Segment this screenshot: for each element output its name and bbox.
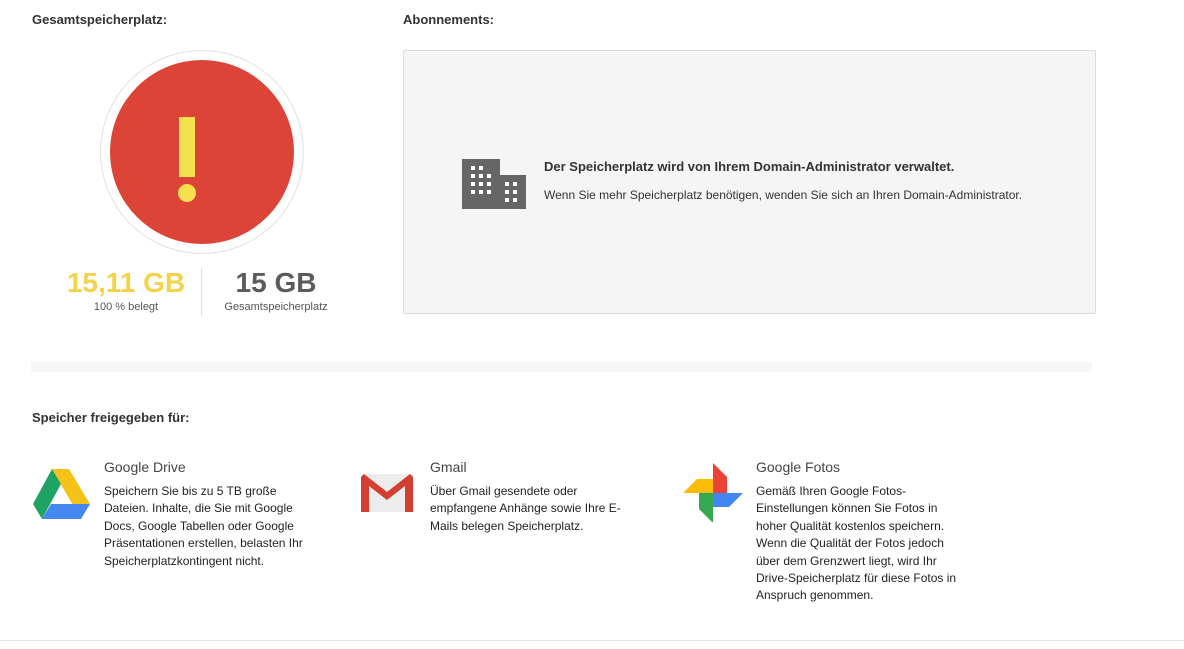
used-storage xyxy=(50,266,202,314)
total-storage xyxy=(202,266,350,314)
total-storage-caption: Gesamtspeicherplatz xyxy=(224,301,328,313)
used-storage-value: 15,11 GB xyxy=(66,267,186,298)
product-name-google-photos: Google Fotos xyxy=(756,459,841,475)
building-icon xyxy=(462,157,526,209)
section-separator xyxy=(31,362,1092,372)
gmail-icon xyxy=(358,462,418,522)
subscriptions-title: Der Speicherplatz wird von Ihrem Domain-Administrator verwaltet. xyxy=(544,159,955,174)
product-desc-google-drive: Speichern Sie bis zu 5 TB große Dateien. Inhalte, die Sie mit Google Docs, Google Tabellen oder Google Präsentationen erstellen, belasten Ihr Speicherplatzkontingent nicht. xyxy=(104,484,303,568)
storage-gauge-fill xyxy=(110,60,294,244)
shared-storage-heading: Speicher freigegeben für: xyxy=(32,410,190,425)
google-drive-icon xyxy=(32,462,92,522)
google-photos-icon xyxy=(684,462,744,522)
used-storage-caption: 100 % belegt xyxy=(93,301,159,313)
total-storage-heading: Gesamtspeicherplatz: xyxy=(32,12,168,27)
subscriptions-heading: Abonnements: xyxy=(403,12,494,27)
product-name-google-drive: Google Drive xyxy=(104,459,186,475)
subscriptions-panel xyxy=(403,50,1096,314)
storage-usage-summary xyxy=(50,266,350,316)
exclamation-icon xyxy=(110,60,294,244)
product-desc-google-photos: Gemäß Ihren Google Fotos-Einstellungen können Sie Fotos in hoher Qualität kostenlos speichern. Wenn die Qualität der Fotos jedoch über dem Grenzwert liegt, wird Ihr Drive-Speicherplatz für diese Fotos in Anspruch genommen. xyxy=(756,484,957,603)
product-name-gmail: Gmail xyxy=(430,459,467,475)
subscriptions-text: Wenn Sie mehr Speicherplatz benötigen, wenden Sie sich an Ihren Domain-Administrator. xyxy=(544,188,1023,202)
total-storage-value: 15 GB xyxy=(235,267,317,298)
product-desc-gmail: Über Gmail gesendete oder empfangene Anhänge sowie Ihre E-Mails belegen Speicherplatz. xyxy=(430,484,621,533)
storage-gauge xyxy=(100,50,304,254)
bottom-divider xyxy=(0,640,1184,641)
